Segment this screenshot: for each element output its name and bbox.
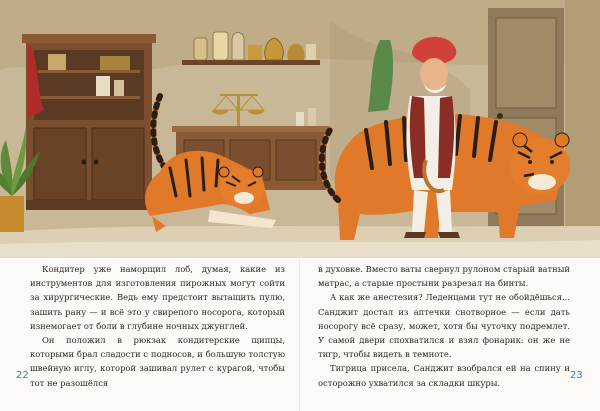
paragraph: А как же анестезия? Леденцами тут не обойдёшься... Санджит достал из аптечки снотворное — если дать носорогу всё сразу, может, хотя бы чуточку подремлет. У самой двери спохватился и взял фонарик: он же не тигр, чтобы видеть в темноте. xyxy=(318,292,570,360)
paragraph: в духовке. Вместо ваты свернул рулоном старый ватный матрас, а старые простыни разрезал на бинты. xyxy=(318,264,570,289)
page-number-left: 22 xyxy=(16,370,29,381)
paragraph: Тигрица присела, Санджит взобрался ей на спину и осторожно ухватился за складки шкуры. xyxy=(318,363,570,388)
right-page-text xyxy=(318,262,570,390)
paragraph: Он положил в рюкзак кондитерские щипцы, которыми брал сладости с подносов, и большую толстую швейную иглу, которой зашивал рулет с курагой, чтобы тот не разошёлся xyxy=(30,335,285,388)
gutter xyxy=(299,258,300,411)
cabinet xyxy=(22,34,156,210)
paragraph: Кондитер уже наморщил лоб, думая, какие из инструментов для изготовления пирожных могут сойти за хирургические. Ведь ему предстоит вытащить пулю, зашить рану — и всё это у свирепого носорога, который изнемогает от боли в глубине ночных джунглей. xyxy=(30,264,285,331)
page-number-right: 23 xyxy=(570,370,583,381)
left-page-text xyxy=(30,262,285,390)
